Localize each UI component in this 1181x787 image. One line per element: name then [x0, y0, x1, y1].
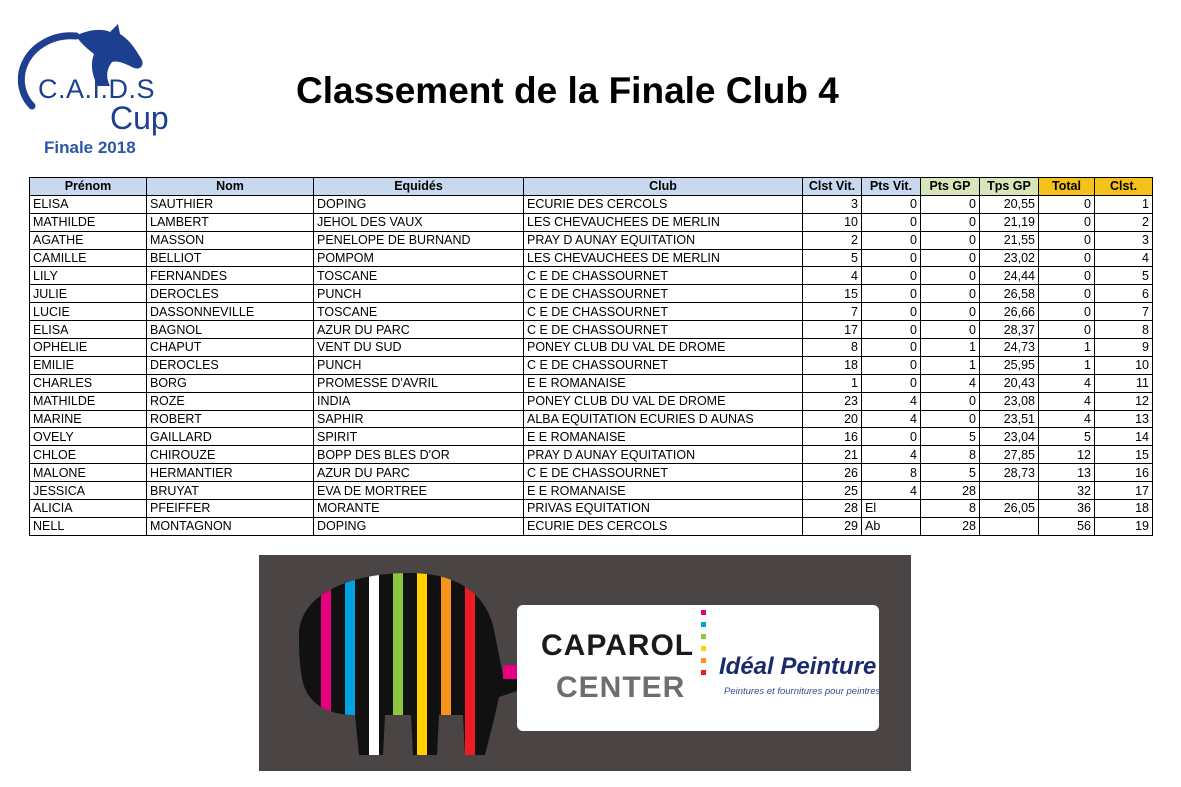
- cell-club: ECURIE DES CERCOLS: [524, 195, 803, 213]
- cell-clst: 19: [1095, 517, 1153, 535]
- cell-club: C E DE CHASSOURNET: [524, 464, 803, 482]
- cell-pts-vit: 0: [862, 231, 921, 249]
- cell-clst-vit: 21: [803, 446, 862, 464]
- cell-clst-vit: 15: [803, 285, 862, 303]
- cell-club: C E DE CHASSOURNET: [524, 267, 803, 285]
- cell-total: 0: [1039, 285, 1095, 303]
- cell-clst: 8: [1095, 321, 1153, 339]
- cell-prenom: MARINE: [30, 410, 147, 428]
- cell-clst: 14: [1095, 428, 1153, 446]
- cell-pts-gp: 0: [921, 410, 980, 428]
- col-header-equides: Equidés: [314, 178, 524, 196]
- cell-club: C E DE CHASSOURNET: [524, 356, 803, 374]
- cell-club: E E ROMANAISE: [524, 428, 803, 446]
- partner-name: Idéal Peinture: [719, 653, 877, 680]
- sponsor-brand-line2: CENTER: [556, 671, 686, 704]
- cell-prenom: AGATHE: [30, 231, 147, 249]
- cell-tps-gp: 27,85: [980, 446, 1039, 464]
- cell-clst: 7: [1095, 303, 1153, 321]
- cell-clst: 18: [1095, 500, 1153, 518]
- cell-total: 0: [1039, 321, 1095, 339]
- results-body: [30, 195, 1153, 535]
- cell-tps-gp: 26,58: [980, 285, 1039, 303]
- cell-prenom: ELISA: [30, 195, 147, 213]
- table-row: [30, 374, 1153, 392]
- cell-prenom: OVELY: [30, 428, 147, 446]
- cell-nom: MONTAGNON: [147, 517, 314, 535]
- cell-prenom: MATHILDE: [30, 213, 147, 231]
- cell-clst: 2: [1095, 213, 1153, 231]
- cell-pts-gp: 8: [921, 446, 980, 464]
- cell-total: 13: [1039, 464, 1095, 482]
- cell-equides: VENT DU SUD: [314, 339, 524, 357]
- col-header-club: Club: [524, 178, 803, 196]
- cell-club: C E DE CHASSOURNET: [524, 303, 803, 321]
- table-row: [30, 195, 1153, 213]
- cell-clst-vit: 7: [803, 303, 862, 321]
- cell-total: 4: [1039, 374, 1095, 392]
- col-header-clst: Clst.: [1095, 178, 1153, 196]
- cell-equides: SAPHIR: [314, 410, 524, 428]
- cell-equides: AZUR DU PARC: [314, 321, 524, 339]
- cell-prenom: ALICIA: [30, 500, 147, 518]
- caids-cup-logo: [14, 20, 174, 160]
- cell-total: 0: [1039, 213, 1095, 231]
- cell-total: 0: [1039, 231, 1095, 249]
- cell-pts-vit: 0: [862, 195, 921, 213]
- cell-prenom: JESSICA: [30, 482, 147, 500]
- cell-pts-gp: 1: [921, 356, 980, 374]
- striped-elephant-icon: [289, 565, 539, 765]
- cell-total: 56: [1039, 517, 1095, 535]
- cell-equides: MORANTE: [314, 500, 524, 518]
- cell-nom: ROZE: [147, 392, 314, 410]
- table-row: [30, 410, 1153, 428]
- cell-pts-gp: 28: [921, 482, 980, 500]
- cell-nom: BRUYAT: [147, 482, 314, 500]
- table-row: [30, 428, 1153, 446]
- cell-clst: 15: [1095, 446, 1153, 464]
- cell-club: PRIVAS EQUITATION: [524, 500, 803, 518]
- col-header-prenom: Prénom: [30, 178, 147, 196]
- cell-clst-vit: 16: [803, 428, 862, 446]
- table-row: [30, 213, 1153, 231]
- cell-pts-vit: 0: [862, 267, 921, 285]
- cell-tps-gp: 26,66: [980, 303, 1039, 321]
- cell-club: ALBA EQUITATION ECURIES D AUNAS: [524, 410, 803, 428]
- table-row: [30, 303, 1153, 321]
- cell-pts-gp: 8: [921, 500, 980, 518]
- cell-nom: BORG: [147, 374, 314, 392]
- table-row: [30, 267, 1153, 285]
- cell-tps-gp: 23,04: [980, 428, 1039, 446]
- cell-tps-gp: 28,73: [980, 464, 1039, 482]
- cell-equides: SPIRIT: [314, 428, 524, 446]
- cell-club: PRAY D AUNAY EQUITATION: [524, 231, 803, 249]
- logo-cup: Cup: [110, 100, 169, 136]
- cell-clst-vit: 2: [803, 231, 862, 249]
- cell-tps-gp: 24,44: [980, 267, 1039, 285]
- cell-clst-vit: 17: [803, 321, 862, 339]
- cell-pts-gp: 1: [921, 339, 980, 357]
- cell-tps-gp: [980, 482, 1039, 500]
- cell-pts-vit: 0: [862, 213, 921, 231]
- cell-clst-vit: 4: [803, 267, 862, 285]
- cell-tps-gp: 23,08: [980, 392, 1039, 410]
- table-row: [30, 249, 1153, 267]
- cell-nom: LAMBERT: [147, 213, 314, 231]
- cell-total: 4: [1039, 392, 1095, 410]
- cell-prenom: JULIE: [30, 285, 147, 303]
- cell-clst: 1: [1095, 195, 1153, 213]
- color-dots: [701, 610, 709, 682]
- cell-equides: PUNCH: [314, 285, 524, 303]
- cell-clst-vit: 8: [803, 339, 862, 357]
- cell-clst-vit: 28: [803, 500, 862, 518]
- cell-pts-vit: 0: [862, 321, 921, 339]
- partner-tagline: Peintures et fournitures pour peintres: [724, 686, 881, 697]
- cell-prenom: OPHELIE: [30, 339, 147, 357]
- cell-clst-vit: 18: [803, 356, 862, 374]
- cell-total: 1: [1039, 339, 1095, 357]
- cell-prenom: CHARLES: [30, 374, 147, 392]
- cell-nom: ROBERT: [147, 410, 314, 428]
- cell-prenom: CAMILLE: [30, 249, 147, 267]
- cell-clst: 13: [1095, 410, 1153, 428]
- cell-club: LES CHEVAUCHEES DE MERLIN: [524, 249, 803, 267]
- cell-tps-gp: 20,43: [980, 374, 1039, 392]
- cell-nom: HERMANTIER: [147, 464, 314, 482]
- cell-nom: GAILLARD: [147, 428, 314, 446]
- cell-equides: INDIA: [314, 392, 524, 410]
- cell-pts-gp: 0: [921, 321, 980, 339]
- col-header-nom: Nom: [147, 178, 314, 196]
- cell-clst: 16: [1095, 464, 1153, 482]
- cell-pts-vit: 4: [862, 410, 921, 428]
- table-row: [30, 356, 1153, 374]
- cell-total: 36: [1039, 500, 1095, 518]
- cell-tps-gp: 23,02: [980, 249, 1039, 267]
- cell-nom: PFEIFFER: [147, 500, 314, 518]
- cell-prenom: CHLOE: [30, 446, 147, 464]
- cell-club: E E ROMANAISE: [524, 482, 803, 500]
- cell-clst: 4: [1095, 249, 1153, 267]
- cell-equides: EVA DE MORTREE: [314, 482, 524, 500]
- cell-prenom: MATHILDE: [30, 392, 147, 410]
- col-header-clst-vit: Clst Vit.: [803, 178, 862, 196]
- cell-club: PONEY CLUB DU VAL DE DROME: [524, 392, 803, 410]
- table-row: [30, 464, 1153, 482]
- table-row: [30, 446, 1153, 464]
- cell-prenom: LILY: [30, 267, 147, 285]
- cell-clst-vit: 26: [803, 464, 862, 482]
- logo-name: C.A.I.D.S: [38, 74, 156, 104]
- cell-clst: 9: [1095, 339, 1153, 357]
- cell-nom: FERNANDES: [147, 267, 314, 285]
- cell-pts-gp: 0: [921, 267, 980, 285]
- cell-nom: CHIROUZE: [147, 446, 314, 464]
- cell-equides: JEHOL DES VAUX: [314, 213, 524, 231]
- cell-tps-gp: 20,55: [980, 195, 1039, 213]
- cell-tps-gp: [980, 517, 1039, 535]
- cell-prenom: NELL: [30, 517, 147, 535]
- cell-clst: 5: [1095, 267, 1153, 285]
- col-header-pts-gp: Pts GP: [921, 178, 980, 196]
- cell-total: 32: [1039, 482, 1095, 500]
- cell-equides: DOPING: [314, 195, 524, 213]
- cell-club: LES CHEVAUCHEES DE MERLIN: [524, 213, 803, 231]
- cell-equides: TOSCANE: [314, 303, 524, 321]
- cell-prenom: LUCIE: [30, 303, 147, 321]
- col-header-pts-vit: Pts Vit.: [862, 178, 921, 196]
- table-row: [30, 482, 1153, 500]
- cell-pts-vit: 4: [862, 482, 921, 500]
- cell-pts-gp: 5: [921, 428, 980, 446]
- cell-equides: TOSCANE: [314, 267, 524, 285]
- cell-nom: MASSON: [147, 231, 314, 249]
- col-header-tps-gp: Tps GP: [980, 178, 1039, 196]
- cell-tps-gp: 21,55: [980, 231, 1039, 249]
- cell-nom: SAUTHIER: [147, 195, 314, 213]
- cell-club: C E DE CHASSOURNET: [524, 285, 803, 303]
- cell-club: PRAY D AUNAY EQUITATION: [524, 446, 803, 464]
- cell-prenom: ELISA: [30, 321, 147, 339]
- cell-total: 4: [1039, 410, 1095, 428]
- cell-total: 0: [1039, 267, 1095, 285]
- cell-clst: 3: [1095, 231, 1153, 249]
- cell-pts-gp: 4: [921, 374, 980, 392]
- cell-total: 0: [1039, 249, 1095, 267]
- cell-tps-gp: 25,95: [980, 356, 1039, 374]
- cell-total: 0: [1039, 195, 1095, 213]
- table-header-row: [30, 178, 1153, 196]
- cell-pts-gp: 0: [921, 249, 980, 267]
- cell-clst-vit: 20: [803, 410, 862, 428]
- cell-pts-vit: 0: [862, 339, 921, 357]
- cell-pts-gp: 5: [921, 464, 980, 482]
- cell-clst-vit: 25: [803, 482, 862, 500]
- table-row: [30, 285, 1153, 303]
- table-row: [30, 339, 1153, 357]
- cell-equides: PUNCH: [314, 356, 524, 374]
- cell-equides: POMPOM: [314, 249, 524, 267]
- cell-clst-vit: 23: [803, 392, 862, 410]
- cell-nom: CHAPUT: [147, 339, 314, 357]
- cell-club: ECURIE DES CERCOLS: [524, 517, 803, 535]
- cell-equides: PENELOPE DE BURNAND: [314, 231, 524, 249]
- table-row: [30, 231, 1153, 249]
- cell-pts-vit: 8: [862, 464, 921, 482]
- cell-club: PONEY CLUB DU VAL DE DROME: [524, 339, 803, 357]
- cell-nom: DEROCLES: [147, 356, 314, 374]
- cell-pts-gp: 0: [921, 303, 980, 321]
- cell-pts-gp: 0: [921, 195, 980, 213]
- table-row: [30, 500, 1153, 518]
- cell-prenom: MALONE: [30, 464, 147, 482]
- cell-tps-gp: 21,19: [980, 213, 1039, 231]
- cell-nom: BELLIOT: [147, 249, 314, 267]
- cell-club: E E ROMANAISE: [524, 374, 803, 392]
- cell-pts-vit: 4: [862, 446, 921, 464]
- cell-nom: DEROCLES: [147, 285, 314, 303]
- sponsor-banner: [259, 555, 911, 771]
- cell-clst: 17: [1095, 482, 1153, 500]
- cell-clst-vit: 29: [803, 517, 862, 535]
- page-title: Classement de la Finale Club 4: [296, 70, 839, 111]
- table-row: [30, 392, 1153, 410]
- cell-tps-gp: 28,37: [980, 321, 1039, 339]
- cell-clst: 6: [1095, 285, 1153, 303]
- cell-pts-gp: 0: [921, 213, 980, 231]
- cell-clst-vit: 10: [803, 213, 862, 231]
- cell-pts-vit: 4: [862, 392, 921, 410]
- results-table: [29, 177, 1153, 536]
- cell-clst-vit: 1: [803, 374, 862, 392]
- cell-tps-gp: 23,51: [980, 410, 1039, 428]
- cell-pts-vit: El: [862, 500, 921, 518]
- cell-pts-gp: 28: [921, 517, 980, 535]
- cell-pts-vit: 0: [862, 249, 921, 267]
- cell-total: 1: [1039, 356, 1095, 374]
- cell-tps-gp: 26,05: [980, 500, 1039, 518]
- logo-finale-year: Finale 2018: [44, 138, 136, 157]
- cell-clst: 11: [1095, 374, 1153, 392]
- table-row: [30, 517, 1153, 535]
- cell-clst-vit: 3: [803, 195, 862, 213]
- cell-clst: 10: [1095, 356, 1153, 374]
- cell-total: 5: [1039, 428, 1095, 446]
- cell-pts-vit: 0: [862, 303, 921, 321]
- cell-pts-vit: 0: [862, 356, 921, 374]
- cell-pts-vit: 0: [862, 428, 921, 446]
- sponsor-brand-line1: CAPAROL: [541, 629, 695, 662]
- cell-pts-vit: 0: [862, 374, 921, 392]
- cell-equides: AZUR DU PARC: [314, 464, 524, 482]
- cell-prenom: EMILIE: [30, 356, 147, 374]
- cell-equides: PROMESSE D'AVRIL: [314, 374, 524, 392]
- cell-nom: BAGNOL: [147, 321, 314, 339]
- cell-pts-vit: 0: [862, 285, 921, 303]
- table-row: [30, 321, 1153, 339]
- cell-pts-vit: Ab: [862, 517, 921, 535]
- cell-tps-gp: 24,73: [980, 339, 1039, 357]
- cell-total: 0: [1039, 303, 1095, 321]
- cell-equides: DOPING: [314, 517, 524, 535]
- cell-nom: DASSONNEVILLE: [147, 303, 314, 321]
- cell-pts-gp: 0: [921, 392, 980, 410]
- col-header-total: Total: [1039, 178, 1095, 196]
- cell-total: 12: [1039, 446, 1095, 464]
- cell-equides: BOPP DES BLES D'OR: [314, 446, 524, 464]
- cell-pts-gp: 0: [921, 231, 980, 249]
- cell-clst: 12: [1095, 392, 1153, 410]
- cell-clst-vit: 5: [803, 249, 862, 267]
- cell-club: C E DE CHASSOURNET: [524, 321, 803, 339]
- cell-pts-gp: 0: [921, 285, 980, 303]
